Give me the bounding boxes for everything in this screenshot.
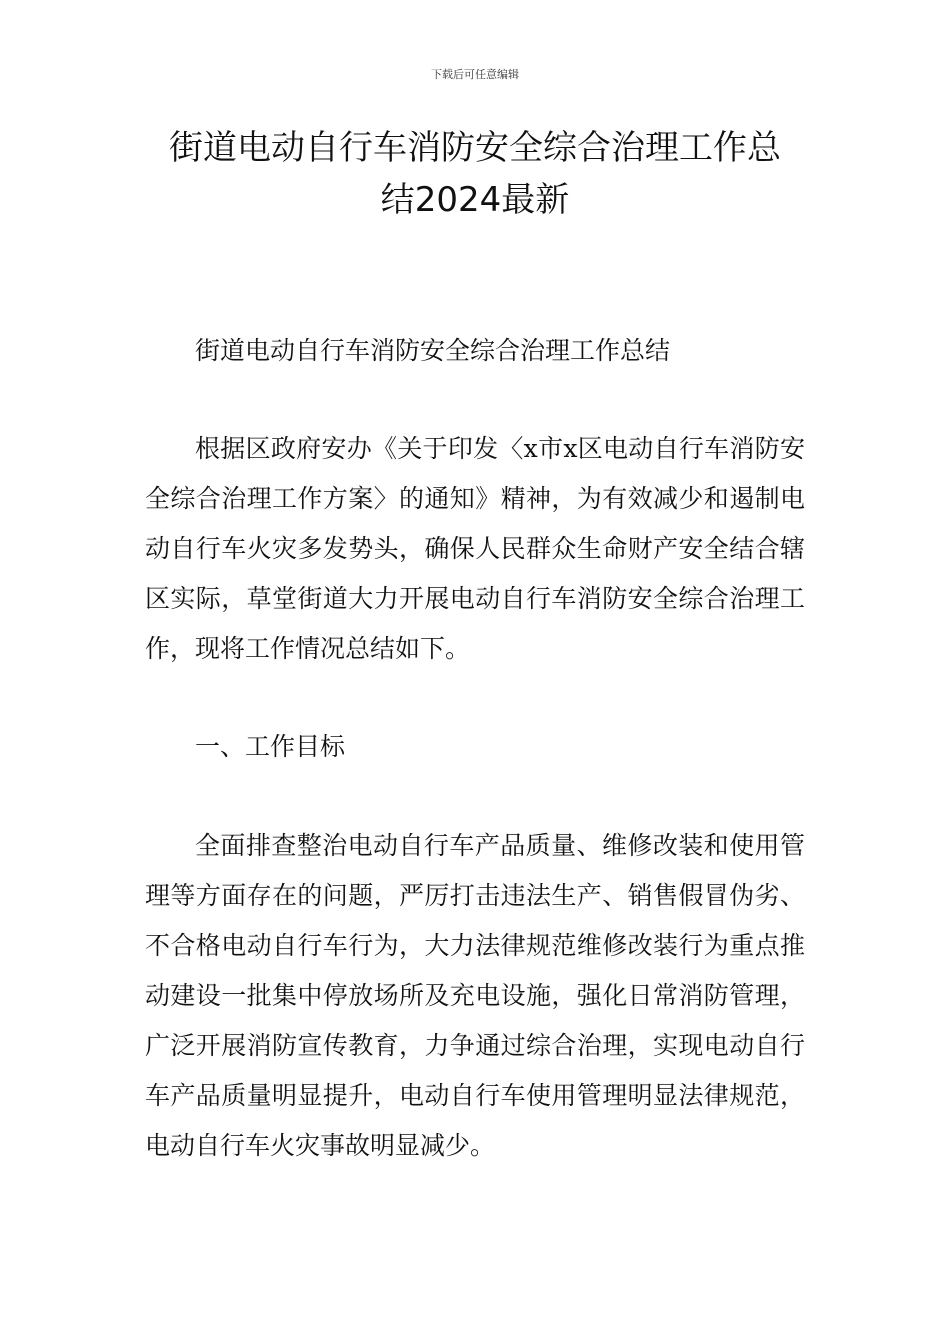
intro-paragraph: 根据区政府安办《关于印发〈x市x区电动自行车消防安全综合治理工作方案〉的通知》精神，为有效减少和遏制电动自行车火灾多发势头，确保人民群众生命财产安全结合辖区实际，草堂街道大力开展电动自行车消防安全综合治理工作，现将工作情况总结如下。	[145, 434, 805, 663]
title-line-2: 结2024最新	[380, 180, 570, 220]
section-paragraph-work-goals: 全面排查整治电动自行车产品质量、维修改装和使用管理等方面存在的问题，严厉打击违法生产、销售假冒伪劣、不合格电动自行车行为，大力法律规范维修改装行为重点推动建设一批集中停放场所及充电设施，强化日常消防管理，广泛开展消防宣传教育，力争通过综合治理，实现电动自行车产品质量明显提升，电动自行车使用管理明显法律规范，电动自行车火灾事故明显减少。	[145, 831, 805, 1160]
title-line-1: 街道电动自行车消防安全综合治理工作总	[169, 128, 781, 168]
document-subtitle: 街道电动自行车消防安全综合治理工作总结	[195, 336, 671, 365]
header-note: 下载后可任意编辑	[431, 68, 519, 81]
section-heading-work-goals: 一、工作目标	[195, 732, 346, 761]
document-title	[120, 122, 830, 226]
